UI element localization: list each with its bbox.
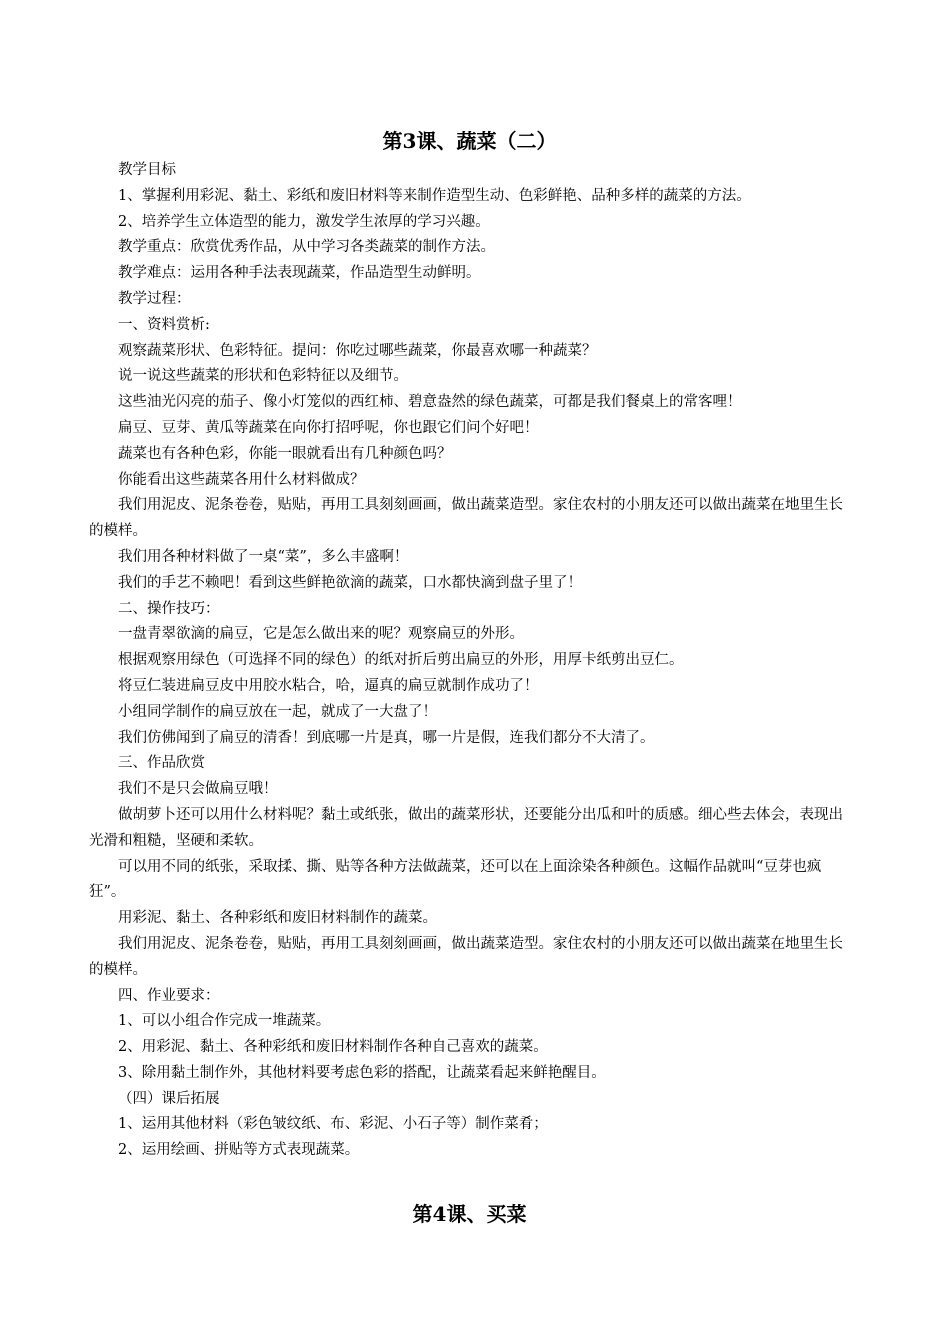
paragraph: 这些油光闪亮的茄子、像小灯笼似的西红柿、碧意盎然的绿色蔬菜，可都是我们餐桌上的常客哩！ — [118, 394, 742, 411]
paragraph: 2、用彩泥、黏土、各种彩纸和废旧材料制作各种自己喜欢的蔬菜。 — [118, 1039, 548, 1056]
paragraph: 2、运用绘画、拼贴等方式表现蔬菜。 — [118, 1142, 360, 1159]
paragraph: 说一说这些蔬菜的形状和色彩特征以及细节。 — [118, 368, 408, 385]
paragraph: 我们仿佛闻到了扁豆的清香！到底哪一片是真，哪一片是假，连我们都分不大清了。 — [118, 729, 655, 746]
paragraph: 我们的手艺不赖吧！看到这些鲜艳欲滴的蔬菜，口水都快滴到盘子里了！ — [118, 574, 582, 591]
paragraph: 1、运用其他材料（彩色皱纹纸、布、彩泥、小石子等）制作菜肴； — [118, 1116, 548, 1133]
paragraph: 我们用泥皮、泥条卷卷，贴贴，再用工具刻刻画画，做出蔬菜造型。家住农村的小朋友还可以做出蔬菜在地里生长的模样。 — [89, 935, 843, 978]
lesson4-title: 第4课、买菜 — [412, 1202, 527, 1227]
paragraph: 教学重点：欣赏优秀作品，从中学习各类蔬菜的制作方法。 — [118, 239, 495, 256]
paragraph: 1、可以小组合作完成一堆蔬菜。 — [118, 1013, 331, 1030]
lesson3-body — [89, 158, 850, 1164]
paragraph: 一、资料赏析: — [118, 316, 210, 333]
paragraph: 教学难点：运用各种手法表现蔬菜，作品造型生动鲜明。 — [118, 265, 481, 282]
paragraph: 根据观察用绿色（可选择不同的绿色）的纸对折后剪出扁豆的外形，用厚卡纸剪出豆仁。 — [118, 652, 684, 669]
paragraph: 小组同学制作的扁豆放在一起，就成了一大盘了！ — [118, 703, 437, 720]
paragraph: 做胡萝卜还可以用什么材料呢？黏土或纸张，做出的蔬菜形状，还要能分出瓜和叶的质感。细心些去体会，表现出光滑和粗糙，坚硬和柔软。 — [89, 806, 843, 849]
paragraph: 一盘青翠欲滴的扁豆，它是怎么做出来的呢？观察扁豆的外形。 — [118, 626, 524, 643]
paragraph: 扁豆、豆芽、黄瓜等蔬菜在向你打招呼呢，你也跟它们问个好吧！ — [118, 419, 539, 436]
paragraph: 三、作品欣赏 — [118, 755, 205, 772]
paragraph: 蔬菜也有各种色彩，你能一眼就看出有几种颜色吗？ — [118, 445, 452, 462]
paragraph: 你能看出这些蔬菜各用什么材料做成？ — [118, 471, 365, 488]
paragraph: 二、操作技巧： — [118, 600, 220, 617]
paragraph: 1、掌握利用彩泥、黏土、彩纸和废旧材料等来制作造型生动、色彩鲜艳、品种多样的蔬菜的方法。 — [118, 187, 751, 204]
paragraph: 我们用泥皮、泥条卷卷，贴贴，再用工具刻刻画画，做出蔬菜造型。家住农村的小朋友还可以做出蔬菜在地里生长的模样。 — [89, 497, 843, 540]
paragraph: 我们用各种材料做了一桌“菜”，多么丰盛啊！ — [118, 548, 409, 565]
paragraph: 将豆仁装进扁豆皮中用胶水粘合，哈，逼真的扁豆就制作成功了！ — [118, 677, 539, 694]
paragraph: 可以用不同的纸张，采取揉、撕、贴等各种方法做蔬菜，还可以在上面涂染各种颜色。这幅作品就叫“豆芽也疯狂”。 — [89, 858, 822, 901]
paragraph: 3、除用黏土制作外，其他材料要考虑色彩的搭配，让蔬菜看起来鲜艳醒目。 — [118, 1064, 606, 1081]
paragraph: 四、作业要求： — [118, 987, 220, 1004]
paragraph: 教学过程： — [118, 290, 191, 307]
paragraph: （四）课后拓展 — [118, 1090, 220, 1107]
paragraph: 2、培养学生立体造型的能力，激发学生浓厚的学习兴趣。 — [118, 213, 490, 230]
lesson3-title: 第3课、蔬菜（二） — [382, 129, 557, 153]
paragraph: 教学目标 — [118, 162, 176, 178]
paragraph: 用彩泥、黏土、各种彩纸和废旧材料制作的蔬菜。 — [118, 910, 437, 927]
paragraph: 观察蔬菜形状、色彩特征。提问：你吃过哪些蔬菜，你最喜欢哪一种蔬菜？ — [118, 342, 597, 359]
paragraph: 我们不是只会做扁豆哦！ — [118, 781, 278, 798]
